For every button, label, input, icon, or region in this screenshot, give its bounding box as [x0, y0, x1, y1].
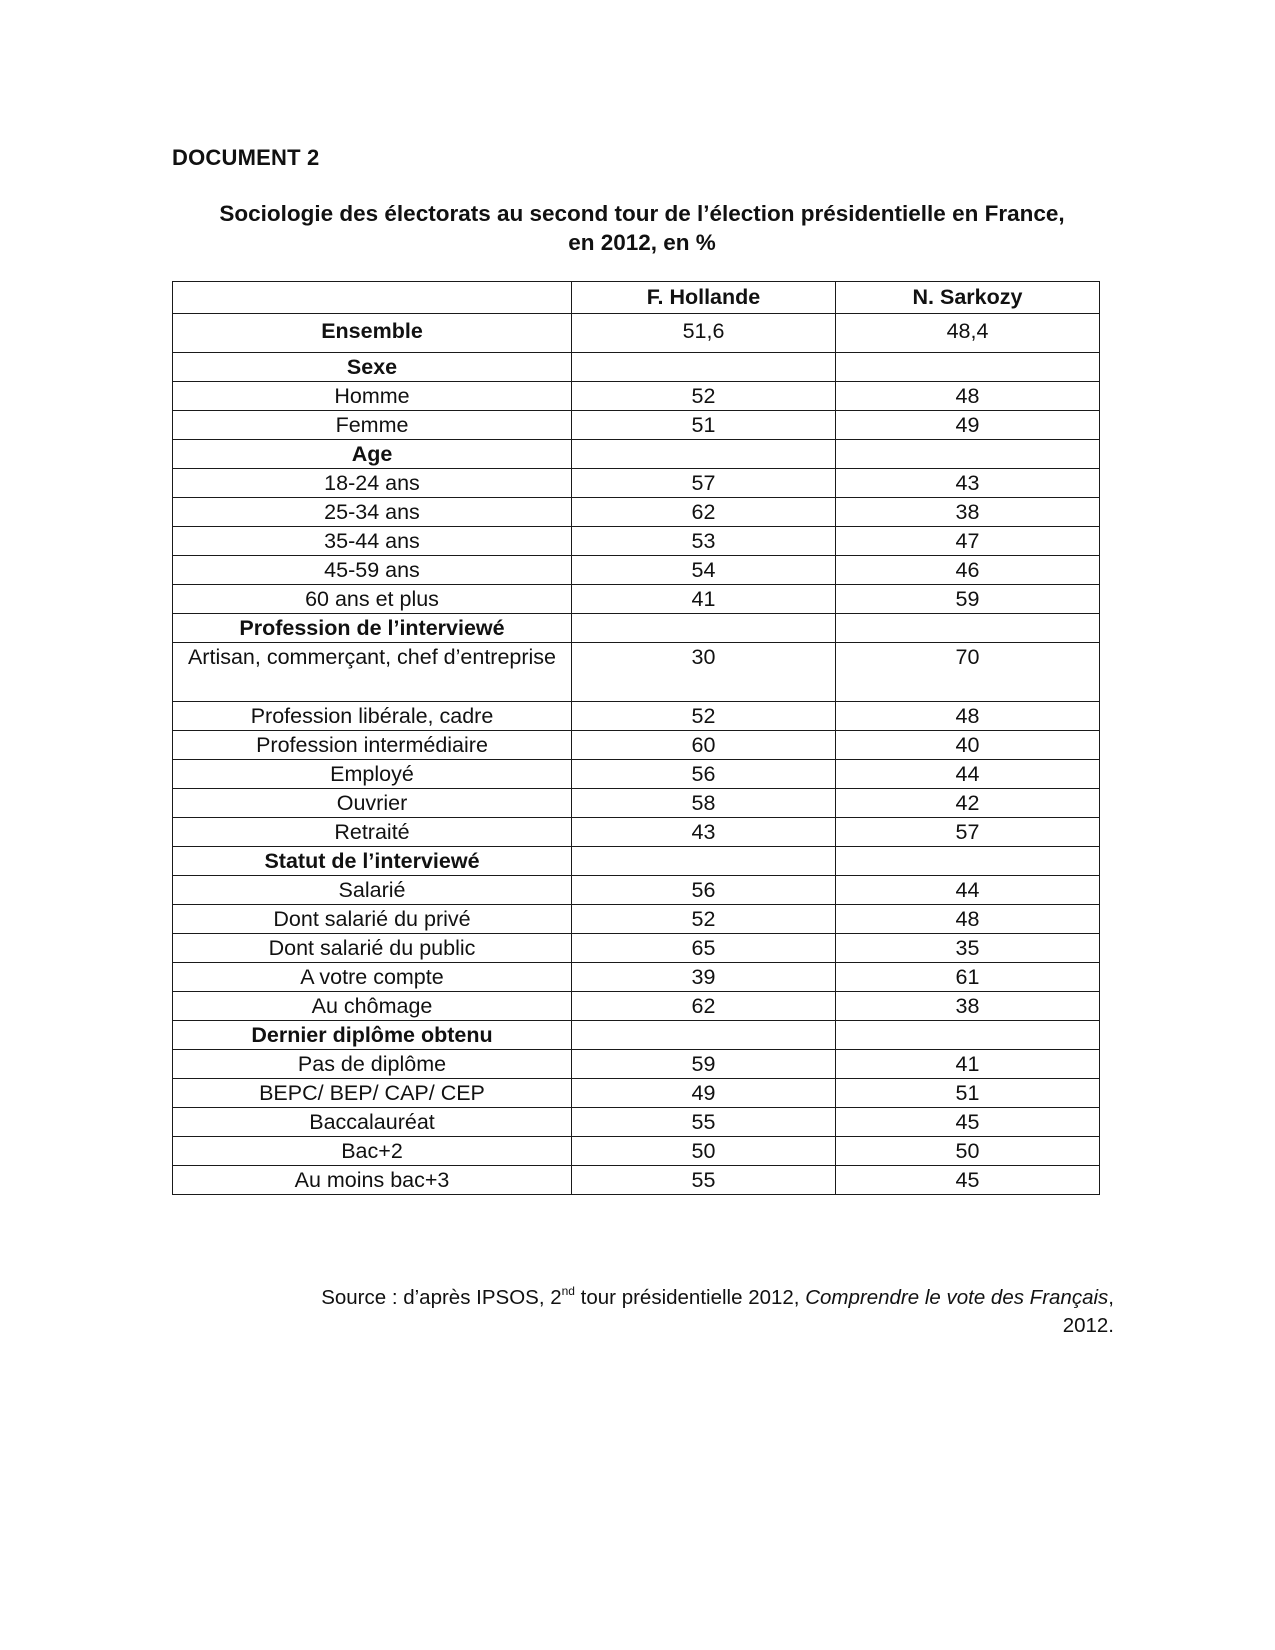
row-label: 60 ans et plus	[173, 585, 572, 614]
section-title: Statut de l’interviewé	[173, 847, 572, 876]
source-superscript: nd	[561, 1284, 575, 1298]
value-sarkozy: 44	[836, 760, 1100, 789]
section-empty-sarkozy	[836, 847, 1100, 876]
source-publication: Comprendre le vote des Français	[805, 1286, 1109, 1309]
total-row	[173, 314, 1100, 353]
value-sarkozy: 41	[836, 1050, 1100, 1079]
table-row	[173, 643, 1100, 702]
value-sarkozy: 49	[836, 411, 1100, 440]
row-label: Dont salarié du public	[173, 934, 572, 963]
section-empty-hollande	[572, 353, 836, 382]
value-sarkozy: 48	[836, 382, 1100, 411]
row-label: Salarié	[173, 876, 572, 905]
table-row	[173, 992, 1100, 1021]
value-sarkozy: 57	[836, 818, 1100, 847]
table-row	[173, 702, 1100, 731]
section-title: Age	[173, 440, 572, 469]
row-label: Bac+2	[173, 1137, 572, 1166]
value-hollande: 58	[572, 789, 836, 818]
value-hollande: 65	[572, 934, 836, 963]
table-row	[173, 498, 1100, 527]
table-row	[173, 1166, 1100, 1195]
section-empty-sarkozy	[836, 353, 1100, 382]
section-empty-hollande	[572, 440, 836, 469]
value-sarkozy: 48	[836, 702, 1100, 731]
table-row	[173, 411, 1100, 440]
value-hollande: 41	[572, 585, 836, 614]
value-hollande: 43	[572, 818, 836, 847]
section-row	[173, 353, 1100, 382]
table-row	[173, 818, 1100, 847]
value-sarkozy: 59	[836, 585, 1100, 614]
value-sarkozy: 35	[836, 934, 1100, 963]
table-body	[173, 314, 1100, 1195]
value-sarkozy: 46	[836, 556, 1100, 585]
table-row	[173, 1079, 1100, 1108]
row-label: Femme	[173, 411, 572, 440]
table-row	[173, 1137, 1100, 1166]
row-label: Ouvrier	[173, 789, 572, 818]
section-row	[173, 847, 1100, 876]
value-hollande: 52	[572, 382, 836, 411]
value-hollande: 39	[572, 963, 836, 992]
header-hollande: F. Hollande	[572, 282, 836, 314]
value-hollande: 52	[572, 905, 836, 934]
row-label: Au moins bac+3	[173, 1166, 572, 1195]
row-label: Profession libérale, cadre	[173, 702, 572, 731]
source-line-1	[168, 1277, 1114, 1312]
table-header-row	[173, 282, 1100, 314]
value-sarkozy: 47	[836, 527, 1100, 556]
value-sarkozy: 70	[836, 643, 1100, 702]
header-sarkozy: N. Sarkozy	[836, 282, 1100, 314]
source-citation	[168, 1277, 1114, 1340]
total-label: Ensemble	[173, 314, 572, 353]
table-row	[173, 934, 1100, 963]
value-hollande: 56	[572, 876, 836, 905]
row-label: Retraité	[173, 818, 572, 847]
row-label: Pas de diplôme	[173, 1050, 572, 1079]
value-hollande: 53	[572, 527, 836, 556]
value-hollande: 54	[572, 556, 836, 585]
row-label: BEPC/ BEP/ CAP/ CEP	[173, 1079, 572, 1108]
title-line-2: en 2012, en %	[568, 230, 716, 255]
table-row	[173, 905, 1100, 934]
section-empty-sarkozy	[836, 1021, 1100, 1050]
value-hollande: 60	[572, 731, 836, 760]
value-sarkozy: 40	[836, 731, 1100, 760]
section-empty-sarkozy	[836, 614, 1100, 643]
value-hollande: 59	[572, 1050, 836, 1079]
value-sarkozy: 48	[836, 905, 1100, 934]
value-sarkozy: 43	[836, 469, 1100, 498]
source-middle: tour présidentielle 2012,	[574, 1286, 806, 1309]
title-line-1: Sociologie des électorats au second tour de l’élection présidentielle en France,	[219, 201, 1065, 226]
value-sarkozy: 45	[836, 1166, 1100, 1195]
table-row	[173, 585, 1100, 614]
row-label: Homme	[173, 382, 572, 411]
table-row	[173, 469, 1100, 498]
section-row	[173, 440, 1100, 469]
table-row	[173, 1050, 1100, 1079]
section-empty-hollande	[572, 1021, 836, 1050]
header-empty	[173, 282, 572, 314]
row-label: 35-44 ans	[173, 527, 572, 556]
row-label: 45-59 ans	[173, 556, 572, 585]
value-sarkozy: 44	[836, 876, 1100, 905]
value-hollande: 52	[572, 702, 836, 731]
total-sarkozy: 48,4	[836, 314, 1100, 353]
value-hollande: 50	[572, 1137, 836, 1166]
value-sarkozy: 42	[836, 789, 1100, 818]
table-row	[173, 731, 1100, 760]
value-hollande: 55	[572, 1166, 836, 1195]
row-label: Baccalauréat	[173, 1108, 572, 1137]
row-label: 25-34 ans	[173, 498, 572, 527]
section-row	[173, 614, 1100, 643]
value-sarkozy: 51	[836, 1079, 1100, 1108]
row-label: Dont salarié du privé	[173, 905, 572, 934]
value-hollande: 51	[572, 411, 836, 440]
value-hollande: 56	[572, 760, 836, 789]
value-sarkozy: 61	[836, 963, 1100, 992]
source-prefix: Source : d’après IPSOS, 2	[321, 1286, 562, 1309]
value-hollande: 62	[572, 992, 836, 1021]
value-sarkozy: 38	[836, 498, 1100, 527]
value-sarkozy: 45	[836, 1108, 1100, 1137]
table-row	[173, 1108, 1100, 1137]
table-row	[173, 556, 1100, 585]
row-label: Artisan, commerçant, chef d’entreprise	[173, 643, 572, 702]
section-empty-hollande	[572, 847, 836, 876]
table-row	[173, 382, 1100, 411]
value-hollande: 62	[572, 498, 836, 527]
row-label: Employé	[173, 760, 572, 789]
table-row	[173, 876, 1100, 905]
value-sarkozy: 38	[836, 992, 1100, 1021]
table-row	[173, 789, 1100, 818]
source-suffix: ,	[1108, 1286, 1114, 1309]
table-row	[173, 963, 1100, 992]
row-label: Au chômage	[173, 992, 572, 1021]
section-title: Profession de l’interviewé	[173, 614, 572, 643]
total-hollande: 51,6	[572, 314, 836, 353]
section-title: Sexe	[173, 353, 572, 382]
table-row	[173, 760, 1100, 789]
section-title: Dernier diplôme obtenu	[173, 1021, 572, 1050]
row-label: A votre compte	[173, 963, 572, 992]
value-hollande: 49	[572, 1079, 836, 1108]
results-table	[172, 281, 1100, 1195]
section-empty-hollande	[572, 614, 836, 643]
section-empty-sarkozy	[836, 440, 1100, 469]
value-hollande: 30	[572, 643, 836, 702]
row-label: 18-24 ans	[173, 469, 572, 498]
value-hollande: 57	[572, 469, 836, 498]
document-title	[168, 199, 1116, 257]
section-row	[173, 1021, 1100, 1050]
value-sarkozy: 50	[836, 1137, 1100, 1166]
row-label: Profession intermédiaire	[173, 731, 572, 760]
value-hollande: 55	[572, 1108, 836, 1137]
source-line-2: 2012.	[1062, 1314, 1114, 1337]
table-row	[173, 527, 1100, 556]
document-label: DOCUMENT 2	[172, 145, 320, 170]
